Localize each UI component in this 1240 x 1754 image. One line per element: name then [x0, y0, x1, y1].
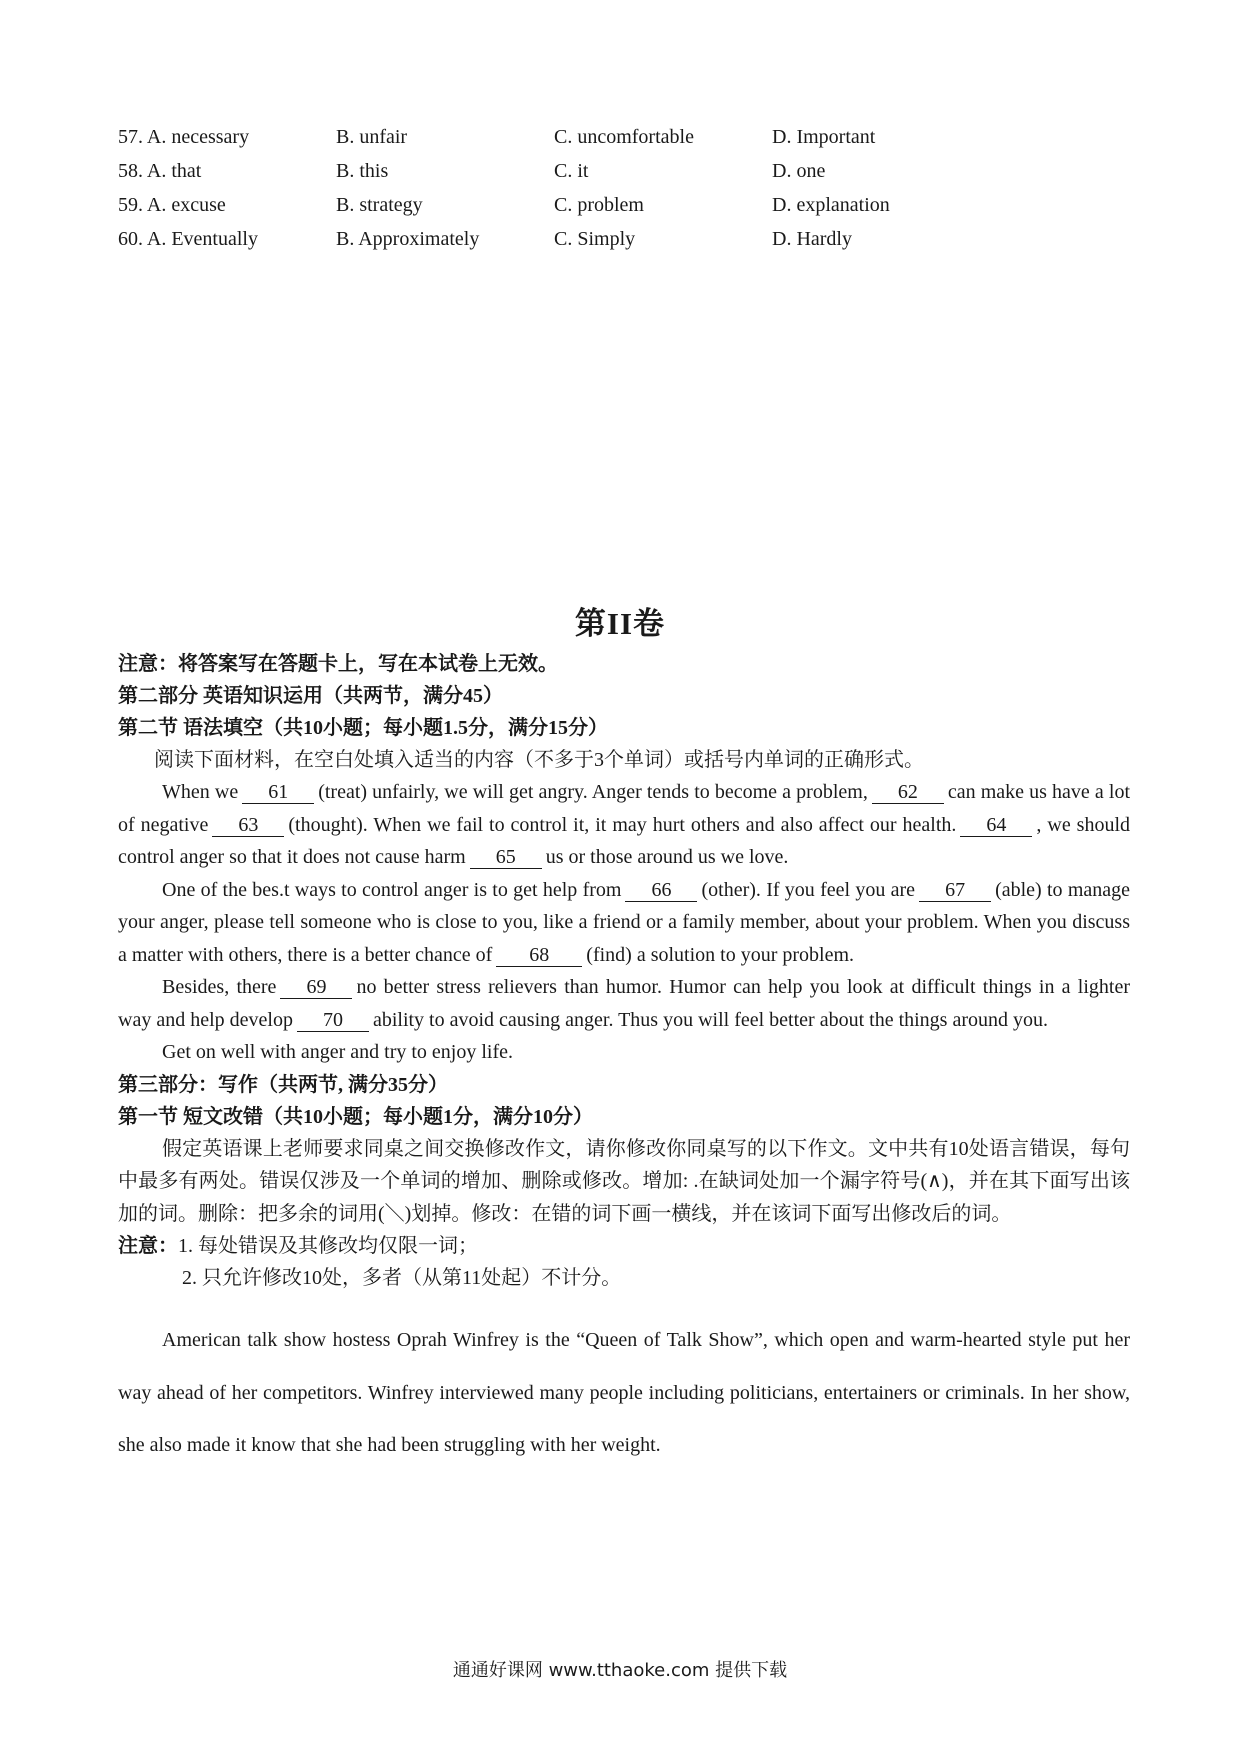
option-b: B. this: [336, 159, 389, 182]
blank-70: 70: [297, 1009, 369, 1032]
blank-68: 68: [496, 944, 582, 967]
volume-title: 第II卷: [574, 606, 666, 641]
part3-heading: 第三部分：写作（共两节, 满分35分）: [118, 1073, 448, 1096]
cloze-paragraph-4: Get on well with anger and try to enjoy life.: [162, 1041, 514, 1063]
section1-heading: 第一节 短文改错（共10小题；每小题1分，满分10分）: [118, 1105, 593, 1128]
option-d: D. Hardly: [772, 227, 852, 250]
cloze-paragraph-3: [118, 971, 1130, 1036]
exam-body: [118, 648, 1130, 1472]
option-b: B. Approximately: [336, 227, 480, 250]
blank-66: 66: [625, 879, 697, 902]
option-b: B. unfair: [336, 125, 408, 148]
section1-instruction: 假定英语课上老师要求同桌之间交换修改作文，请你修改你同桌写的以下作文。文中共有10处语言错误，每句中最多有两处。错误仅涉及一个单词的增加、删除或修改。增加: .在缺词处加一个漏字符号(∧)，并在其下面写出该加的词。删除：把多余的词用(＼)划掉。修改：在错的词下画一横线，并在该词下面写出修改后的词。: [118, 1137, 1130, 1225]
options-row-59: [118, 188, 972, 222]
answer-options-table: [118, 120, 972, 256]
blank-67: 67: [919, 879, 991, 902]
passage-text: can make us have a lot of negative: [118, 781, 1131, 836]
section2-instruction: 阅读下面材料，在空白处填入适当的内容（不多于3个单词）或括号内单词的正确形式。: [154, 749, 924, 771]
option-a: 57. A. necessary: [118, 125, 250, 148]
passage-text: One of the bes.t ways to control anger is to get help from: [162, 878, 622, 901]
option-d: D. explanation: [772, 193, 890, 216]
options-row-58: [118, 154, 972, 188]
option-a: 59. A. excuse: [118, 193, 226, 216]
part2-heading: 第二部分 英语知识运用（共两节，满分45）: [118, 685, 503, 707]
notice-heading: 注意：将答案写在答题卡上，写在本试卷上无效。: [118, 653, 558, 675]
option-d: D. Important: [772, 125, 876, 148]
option-c: C. it: [554, 159, 589, 182]
option-c: C. problem: [554, 193, 644, 216]
passage-text: (able) to manage your anger, please tell someone who is close to you, like a friend or a family member, about your problem. When you discuss a matter with others, there is a better chance of: [118, 878, 1131, 966]
blank-64: 64: [960, 814, 1032, 837]
section2-heading: 第二节 语法填空（共10小题；每小题1.5分，满分15分）: [118, 717, 608, 739]
passage-text: When we: [162, 781, 239, 803]
passage-text: no better stress relievers than humor. Humor can help you look at difficult things in a lighter way and help develop: [118, 976, 1131, 1031]
option-a: 60. A. Eventually: [118, 227, 258, 250]
passage-text: (other). If you feel you are: [701, 878, 916, 901]
blank-69: 69: [280, 976, 352, 999]
note-item-1: 1. 每处错误及其修改均仅限一词；: [178, 1235, 478, 1257]
blank-63: 63: [212, 814, 284, 837]
option-b: B. strategy: [336, 193, 423, 216]
option-c: C. Simply: [554, 227, 636, 250]
passage-text: (treat) unfairly, we will get angry. Anger tends to become a problem,: [318, 781, 868, 803]
blank-65: 65: [470, 846, 542, 869]
option-a: 58. A. that: [118, 159, 202, 182]
passage-text: ability to avoid causing anger. Thus you will feel better about the things around you.: [372, 1008, 1049, 1031]
footer-source: 通通好课网 www.tthaoke.com 提供下载: [452, 1660, 788, 1681]
options-row-57: [118, 120, 972, 154]
cloze-paragraph-2: [118, 874, 1130, 972]
passage-text: (thought). When we fail to control it, it may hurt others and also affect our health.: [288, 813, 957, 836]
proofreading-essay: American talk show hostess Oprah Winfrey is the “Queen of Talk Show”, which open and warm-hearted style put her way ahead of her competitors. Winfrey interviewed many people including politicians, entertainers or criminals. In her show, she also made it know that she had been struggling with her weight.: [118, 1329, 1130, 1456]
blank-61: 61: [242, 781, 314, 804]
passage-text: us or those around us we love.: [545, 846, 789, 868]
option-d: D. one: [772, 159, 826, 182]
note-item-2: 2. 只允许修改10处，多者（从第11处起）不计分。: [182, 1267, 622, 1289]
options-row-60: [118, 222, 972, 256]
passage-text: (find) a solution to your problem.: [586, 943, 855, 966]
passage-text: , we should control anger so that it does not cause harm: [118, 813, 1130, 868]
cloze-paragraph-1: [118, 776, 1130, 874]
option-c: C. uncomfortable: [554, 125, 694, 148]
note-label: 注意：: [118, 1235, 178, 1257]
blank-62: 62: [872, 781, 944, 804]
note-line-1: [118, 1230, 1130, 1262]
passage-text: Besides, there: [162, 976, 277, 998]
